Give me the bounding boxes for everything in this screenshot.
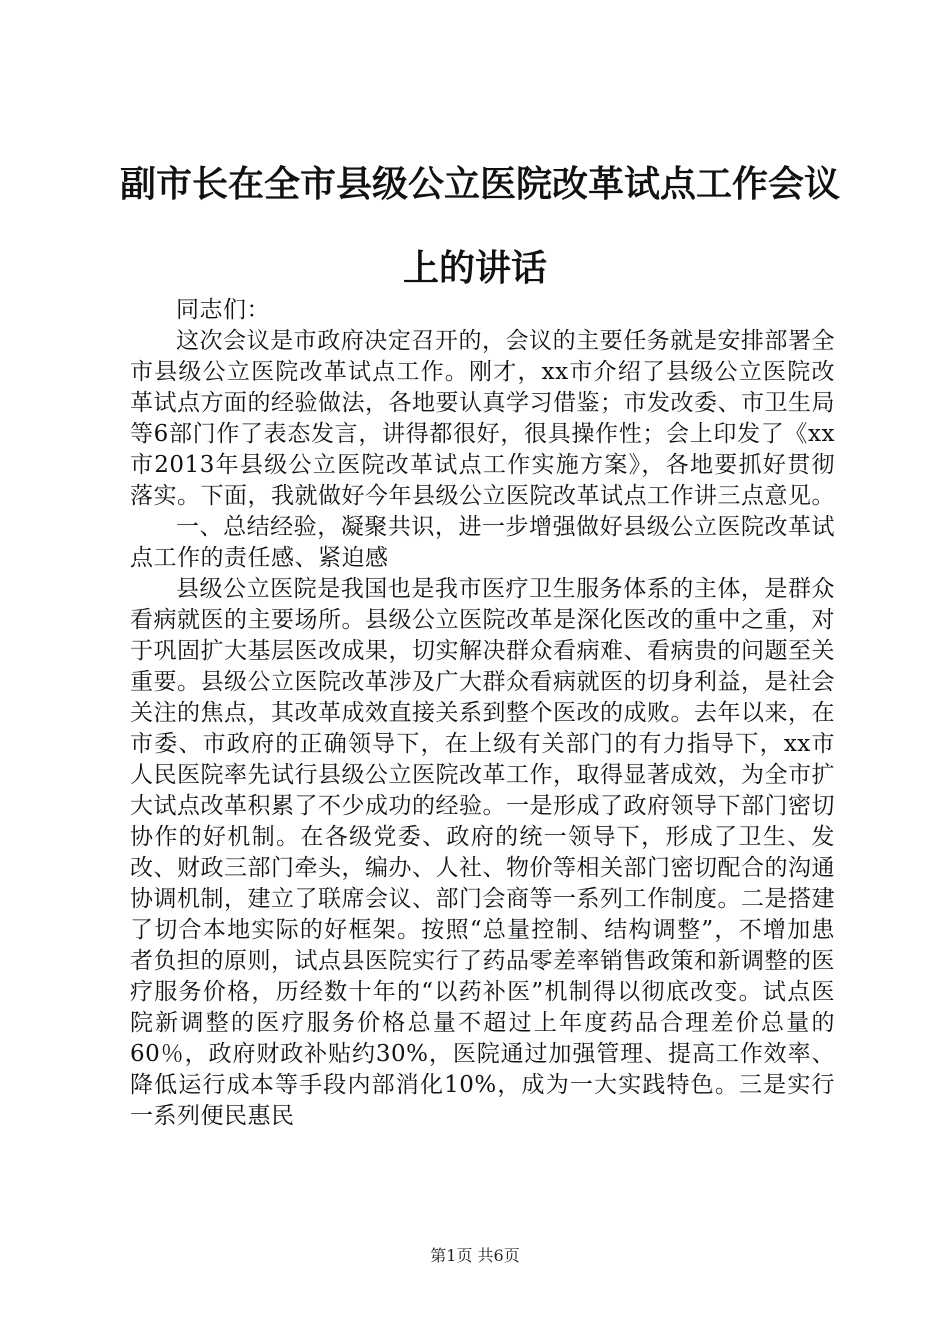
page-footer: 第1页 共6页 [430, 1246, 520, 1265]
section-heading-1: 一、总结经验，凝聚共识，进一步增强做好县级公立医院改革试点工作的责任感、紧迫感 [130, 514, 835, 571]
paragraph-section-1: 县级公立医院是我国也是我市医疗卫生服务体系的主体，是群众看病就医的主要场所。县级公立医院改革是深化医改的重中之重，对于巩固扩大基层医改成果，切实解决群众看病难、看病贵的问题至关重要。县级公立医院改革涉及广大群众看病就医的切身利益，是社会关注的焦点，其改革成效直接关系到整个医改的成败。去年以来，在市委、市政府的正确领导下，在上级有关部门的有力指导下，xx市人民医院率先试行县级公立医院改革工作，取得显著成效，为全市扩大试点改革积累了不少成功的经验。一是形成了政府领导下部门密切协作的好机制。在各级党委、政府的统一领导下，形成了卫生、发改、财政三部门牵头，编办、人社、物价等相关部门密切配合的沟通协调机制，建立了联席会议、部门会商等一系列工作制度。二是搭建了切合本地实际的好框架。按照“总量控制、结构调整”，不增加患者负担的原则，试点县医院实行了药品零差率销售政策和新调整的医疗服务价格，历经数十年的“以药补医”机制得以彻底改变。试点医院新调整的医疗服务价格总量不超过上年度药品合理差价总量的60％，政府财政补贴约30%，医院通过加强管理、提高工作效率、降低运行成本等手段内部消化10%，成为一大实践特色。三是实行一系列便民惠民 [130, 576, 835, 1129]
document-title-line-1: 副市长在全市县级公立医院改革试点工作会议 [120, 163, 841, 205]
document-title-line-2: 上的讲话 [402, 247, 547, 289]
salutation: 同志们： [176, 297, 270, 323]
paragraph-intro: 这次会议是市政府决定召开的，会议的主要任务就是安排部署全市县级公立医院改革试点工作。刚才，xx市介绍了县级公立医院改革试点方面的经验做法，各地要认真学习借鉴；市发改委、市卫生局等6部门作了表态发言，讲得都很好，很具操作性；会上印发了《xx市2013年县级公立医院改革试点工作实施方案》，各地要抓好贯彻落实。下面，我就做好今年县级公立医院改革试点工作讲三点意见。 [130, 328, 835, 509]
document-body [130, 295, 835, 1132]
